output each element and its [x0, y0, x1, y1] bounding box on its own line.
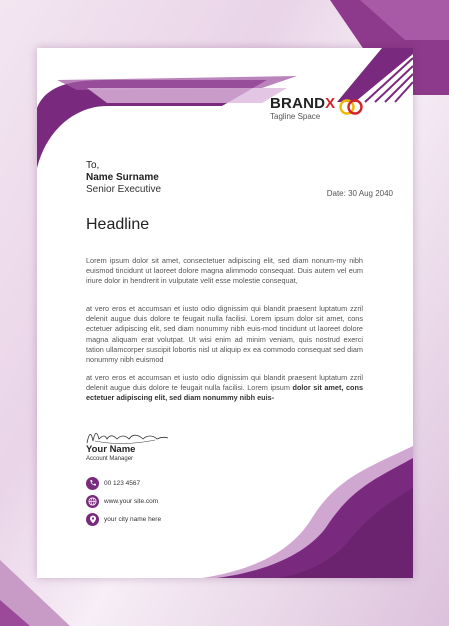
body-paragraph-3 [86, 373, 363, 404]
recipient-block [86, 160, 161, 196]
location-pin-icon [86, 513, 99, 526]
recipient-title: Senior Executive [86, 184, 162, 195]
contact-address [86, 512, 161, 526]
contact-website-text: www.your site.com [104, 497, 159, 505]
recipient-to-label: To, [86, 160, 100, 171]
recipient-name: Name Surname [86, 172, 159, 183]
body-paragraph-3-bold-line: dolor sit amet, cons ectetuer adipiscing elit, sed diam nonummy nibh euis- [86, 383, 363, 403]
letter-headline: Headline [86, 216, 150, 233]
brand-logo-icon [339, 97, 363, 117]
globe-icon [86, 495, 99, 508]
contact-phone-text: 00 123 4567 [104, 479, 141, 487]
brand-tagline: Tagline Space [270, 112, 321, 121]
body-paragraph-3-text: at vero eros et accumsan et iusto odio dignissim qui blandit praesent luptatum zzril delenit augue duis dolore te feugait nulla facilisi. Lorem ipsum [86, 373, 363, 393]
letter-date: Date: 30 Aug 2040 [326, 189, 393, 198]
phone-icon [86, 477, 99, 490]
letterhead-page [37, 48, 413, 578]
contact-website [86, 494, 158, 508]
brand-name [270, 95, 335, 112]
body-paragraph-1: Lorem ipsum dolor sit amet, consectetuer adipiscing elit, sed diam nonum-my nibh euismod tincidunt ut laoreet dolore magna alimmodo consequat. Duis autem vel eum iriure dolor in hendrerit in vulputate velit esse molestie consequat, [86, 256, 363, 286]
brand-name-main: BRAND [270, 95, 326, 112]
signer-role: Account Manager [86, 456, 134, 462]
signer-name: Your Name [86, 444, 136, 455]
contact-phone [86, 476, 140, 490]
brand-name-accent: X [325, 95, 336, 112]
body-paragraph-2: at vero eros et accumsan et iusto odio dignissim qui blandit praesent luptatum zzril delenit augue duis dolore te feugait nulla facilisi. Lorem ipsum dolor sit amet, cons ectetuer adipiscing elit, sed diam nonummy nibh euis-mod tincidunt ut laoreet dolore magna aliquam erat volutpat. Ut wisi enim ad minim veniam, quis nostrud exerci tation ullamcorper suscipit lobortis nisl ut aliquip ex ea commodo consequat sed diam nonummy nibh euismod [86, 304, 363, 365]
contact-address-text: your city name here [104, 515, 162, 523]
